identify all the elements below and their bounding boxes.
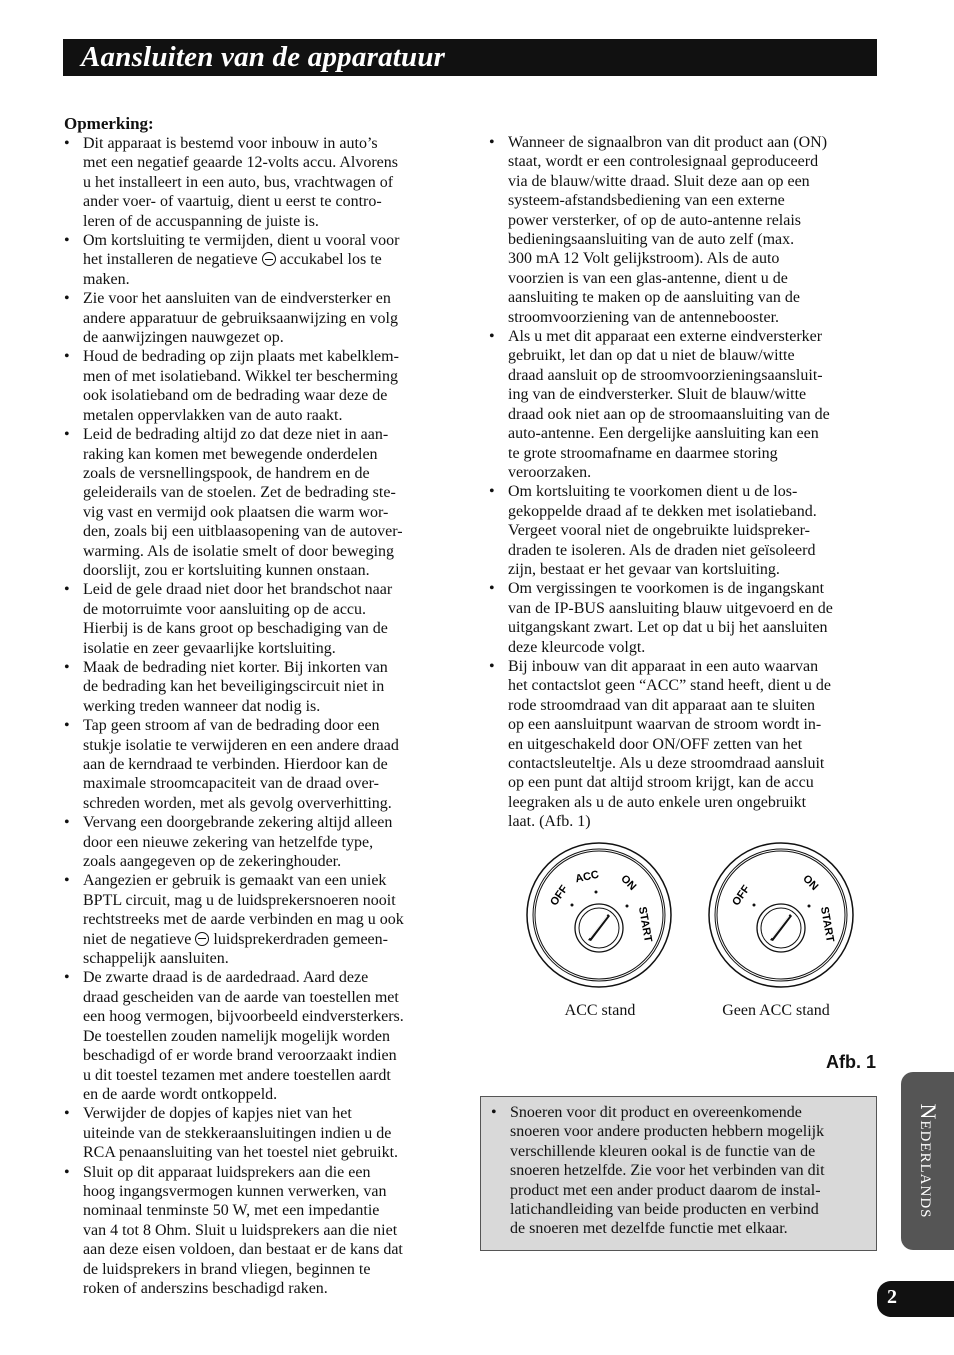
text-line: de snoeren met dezelfde functie met elkaar. (510, 1220, 788, 1238)
text-line: isolatie en zeer gevaarlijke kortsluiting. (83, 639, 336, 657)
text-line: doorslijt, zou er kortsluiting kunnen onstaan. (83, 561, 370, 579)
text-line: RCA penaansluiting van het toestel niet gebruikt. (83, 1144, 399, 1162)
left-bullet-list (63, 134, 451, 1298)
text-line: uitgangskant zwart. Let op dat u bij het aansluiten (508, 619, 828, 637)
text-line: product met een ander product daarom de instal- (510, 1181, 821, 1199)
text-line: zijn, bestaat er het gevaar van kortsluiting. (508, 560, 780, 578)
language-tab (901, 1072, 954, 1250)
page-number: 2 (887, 1286, 897, 1308)
text-line: gebruikt, let dan op dat u niet de blauw/witte (508, 347, 795, 365)
caption-acc: ACC stand (564, 1002, 636, 1019)
text-line: veroorzaken. (508, 463, 592, 481)
text-line: u dit toestel tezamen met andere toestellen aardt (83, 1066, 391, 1084)
bullet-item (63, 347, 451, 425)
text-line: zoals aangegeven op de zekeringhouder. (83, 853, 342, 871)
text-line: werking treden wanneer dat nodig is. (83, 697, 321, 715)
note-heading: Opmerking: (64, 114, 154, 133)
caption-no-acc: Geen ACC stand (722, 1002, 830, 1019)
bullet-item (488, 657, 880, 832)
text-line: rode stroomdraad van dit apparaat aan te sluiten (508, 696, 815, 714)
text-line: den, zoals bij een uitblaasopening van de autover- (83, 523, 403, 541)
text-line: Om kortsluiting te voorkomen dient u de los- (508, 483, 798, 501)
text-line: gekoppelde draad af te dekken met isolatieband. (508, 502, 817, 520)
text-line: het contactslot geen “ACC” stand heeft, dient u de (508, 677, 832, 695)
bullet-item (63, 231, 451, 289)
text-line: deze kleurcode volgt. (508, 638, 646, 656)
text-line: andere apparatuur de gebruiksaanwijzing en volg (83, 309, 398, 327)
text-line: een hoog vermogen, bijvoorbeeld eindversterkers. (83, 1008, 404, 1026)
text-line: op een punt dat altijd stroom krijgt, kan de accu (508, 774, 814, 792)
text-line: van 4 tot 8 Ohm. Sluit u luidsprekers aan die niet (83, 1221, 398, 1239)
language-tab-label: Nederlands (915, 1103, 941, 1219)
text-line: Om kortsluiting te vermijden, dient u vooral voor (83, 232, 400, 250)
text-line: draad gescheiden van de aarde van toestellen met (83, 988, 399, 1006)
text-line: schappelijk aansluiten. (83, 950, 229, 968)
dial-acc-label-acc: ACC (574, 868, 601, 886)
text-line: power versterker, of op de auto-antenne relais (508, 211, 802, 229)
text-line: maximale stroomcapaciteit van de draad over- (83, 775, 379, 793)
text-line: latichandleiding van beide producten en verbind (510, 1201, 819, 1219)
text-line: aan de kerndraad te verbinden. Hierdoor kan de (83, 756, 388, 773)
right-column (488, 133, 880, 832)
text-line: Zie voor het aansluiten van de eindversterker en (83, 290, 391, 308)
bullet-item (63, 425, 451, 580)
text-line: met een negatief geaarde 12-volts accu. Alvorens (83, 154, 398, 172)
text-line: Leid de gele draad niet door het brandschot naar (83, 581, 393, 599)
text-line: Houd de bedrading op zijn plaats met kabelklem- (83, 348, 399, 366)
text-line: nominaal tenminste 50 W, met een impedantie (83, 1202, 380, 1220)
bullet-item (63, 871, 451, 968)
text-line: draad ook niet aan op de stroomaansluiting van de (508, 405, 830, 423)
bullet-item (63, 580, 451, 658)
text-line: metalen oppervlakken van de auto raakt. (83, 406, 343, 424)
dial-acc-label-on: ON (618, 872, 639, 893)
text-line: BPTL circuit, mag u de luidsprekersnoeren nooit (83, 891, 396, 909)
bullet-item (63, 289, 451, 347)
text-line: 300 mA 12 Volt gelijkstroom). Als de auto (508, 250, 780, 268)
text-line: de aanwijzingen nauwgezet op. (83, 329, 284, 347)
text-line: Maak de bedrading niet korter. Bij inkorten van (83, 658, 388, 676)
text-line: Om vergissingen te voorkomen is de ingangskant (508, 580, 825, 598)
text-line: stukje isolatie te verwijderen en een andere draad (83, 736, 399, 754)
text-line: van de IP-BUS aansluiting blauw uitgevoerd en de (508, 599, 833, 617)
text-line: Bij inbouw van dit apparaat in een auto waarvan (508, 657, 819, 675)
text-line: stroomvoorziening van de antennebooster. (508, 308, 780, 326)
text-line: op een aansluitpunt waarvan de stroom wordt in- (508, 716, 822, 734)
text-line-part: niet de negatieve (83, 930, 196, 948)
note-box-item (490, 1103, 868, 1239)
text-line: laat. (Afb. 1) (508, 813, 591, 831)
text-line: men of met isolatieband. Wikkel ter bescherming (83, 367, 398, 385)
text-line: contactsleuteltje. Als u deze stroomdraad aansluit (508, 755, 825, 772)
text-line: Vervang een doorgebrande zekering altijd alleen (83, 814, 393, 832)
text-line-part: het installeren de negatieve (83, 251, 262, 269)
text-line: staat, wordt er een controlesignaal geproduceerd (508, 153, 819, 171)
text-line: uiteinde van de stekkeraansluitingen indien u de (83, 1124, 392, 1142)
minus-symbol-icon (195, 932, 209, 946)
dial-no-acc-label-off: OFF (730, 883, 753, 909)
text-line: verschillende kleuren ookal is de functie van de (510, 1142, 816, 1160)
text-line: Snoeren voor dit product en overeenkomende (510, 1104, 802, 1121)
bullet-item (63, 1163, 451, 1299)
text-line: Verwijder de dopjes of kapjes niet van het (83, 1105, 352, 1123)
page-title: Aansluiten van de apparatuur (81, 41, 446, 73)
text-line: aansluiting te maken op de aansluiting van de (508, 289, 800, 307)
text-line: via de blauw/witte draad. Sluit deze aan op een (508, 172, 810, 190)
bullet-item (63, 134, 451, 231)
text-line: zoals de versnellingspook, de handrem en de (83, 464, 370, 482)
right-bullet-list (488, 133, 880, 832)
dial-no-acc-label-on: ON (800, 872, 821, 893)
text-line: Als u met dit apparaat een externe eindversterker (508, 328, 823, 346)
text-line: de motorruimte voor aansluiting op de accu. (83, 600, 367, 618)
text-line: De zwarte draad is de aardedraad. Aard deze (83, 969, 369, 987)
minus-symbol-icon (262, 252, 276, 266)
text-line: te grote stroomafname en daarmee storing (508, 444, 778, 462)
text-line: Leid de bedrading altijd zo dat deze niet in aan- (83, 426, 389, 444)
text-line: door een nieuwe zekering van hetzelfde type, (83, 833, 374, 851)
text-line: de luidsprekers in brand vliegen, beginnen te (83, 1260, 371, 1278)
text-line-part: accukabel los te (275, 251, 382, 269)
text-line: Wanneer de signaalbron van dit product aan (ON) (508, 134, 828, 151)
text-line: systeem-afstandsbediening van een externe (508, 192, 785, 210)
text-line: de bedrading kan het beveiligingscircuit niet in (83, 678, 385, 696)
text-line: auto-antenne. Een dergelijke aansluiting kan een (508, 425, 819, 443)
text-line: voorzien is van een glas-antenne, dient u de (508, 269, 788, 287)
bullet-item (63, 813, 451, 871)
text-line: beschadigd of er worde brand veroorzaakt indien (83, 1047, 397, 1065)
text-line: Vergeet vooral niet de ongebruikte luidspreker- (508, 522, 810, 540)
bullet-item (63, 716, 451, 813)
bullet-item (488, 579, 880, 657)
text-line: Hierbij is de kans groot op beschadiging van de (83, 620, 388, 638)
bullet-item (63, 658, 451, 716)
text-line: en uitgeschakeld door ON/OFF zetten van het (508, 735, 803, 753)
left-column (63, 114, 451, 1298)
text-line: De toestellen zouden namelijk mogelijk worden (83, 1027, 391, 1045)
note-box-list (490, 1103, 868, 1239)
bullet-item (488, 482, 880, 579)
title-bar (63, 39, 877, 76)
text-line: hoog ingangsvermogen kunnen verwerken, van (83, 1182, 387, 1200)
text-line: snoeren hetzelfde. Zie voor het verbinden van dit (510, 1162, 825, 1180)
text-line: ander voer- of vaartuig, dient u eerst te contro- (83, 193, 382, 211)
text-line: schreden worden, met als gevolg oververhitting. (83, 794, 392, 812)
text-line: snoeren voor andere producten hebbern mogelijk (510, 1123, 825, 1141)
bullet-item (63, 968, 451, 1104)
ignition-dial-acc-icon (524, 840, 674, 990)
text-line: leegraken als u de auto enkele uren ongebruikt (508, 793, 807, 811)
text-line: ing van de eindversterker. Sluit de blauw/witte (508, 386, 807, 404)
text-line: Dit apparaat is bestemd voor inbouw in auto’s (83, 135, 378, 152)
text-line: Sluit op dit apparaat luidsprekers aan die een (83, 1163, 371, 1181)
text-line: ook isolatieband om de bedrading waar deze de (83, 387, 388, 405)
text-line: aan deze eisen voldoen, dan bestaat er de kans dat (83, 1241, 403, 1259)
figure-label: Afb. 1 (825, 1052, 876, 1072)
dial-acc-label-start: START (635, 905, 654, 944)
text-line: leren of de accuspanning de juiste is. (83, 212, 319, 230)
page-number-badge (877, 1281, 954, 1317)
ignition-figure (520, 840, 860, 1019)
dial-no-acc-label-start: START (817, 905, 836, 944)
bullet-item (63, 1104, 451, 1162)
dial-acc-label-off: OFF (548, 883, 571, 909)
text-line: geleiderails van de stoelen. Zet de bedrading ste- (83, 484, 396, 502)
text-line: draad aansluit op de stroomvoorzieningsaansluit- (508, 366, 823, 384)
text-line: raking kan komen met bewegende onderdelen (83, 445, 378, 463)
text-line: warming. Als de isolatie smelt of door beweging (83, 542, 395, 560)
note-box (480, 1096, 877, 1251)
text-line: vig vast en vermijd ook plaatsen die warm wor- (83, 503, 389, 521)
bullet-item (488, 133, 880, 327)
bullet-item (488, 327, 880, 482)
text-line-part: luidsprekerdraden gemeen- (209, 930, 388, 948)
text-line: draden te isoleren. Als de draden niet geïsoleerd (508, 541, 816, 559)
text-line: rechtstreeks met de aarde verbinden en mag u ook (83, 911, 404, 929)
text-line: Tap geen stroom af van de bedrading door een (83, 717, 380, 735)
text-line: en de aarde wordt ontkoppeld. (83, 1085, 278, 1103)
text-line: maken. (83, 270, 130, 288)
ignition-dial-no-acc-icon (706, 840, 856, 990)
text-line: u het installeert in een auto, bus, vrachtwagen of (83, 173, 394, 191)
text-line: Aangezien er gebruik is gemaakt van een uniek (83, 872, 387, 890)
text-line: roken of anderszins beschadigd raken. (83, 1279, 328, 1297)
text-line: bedieningsaansluiting van de auto zelf (max. (508, 231, 795, 249)
